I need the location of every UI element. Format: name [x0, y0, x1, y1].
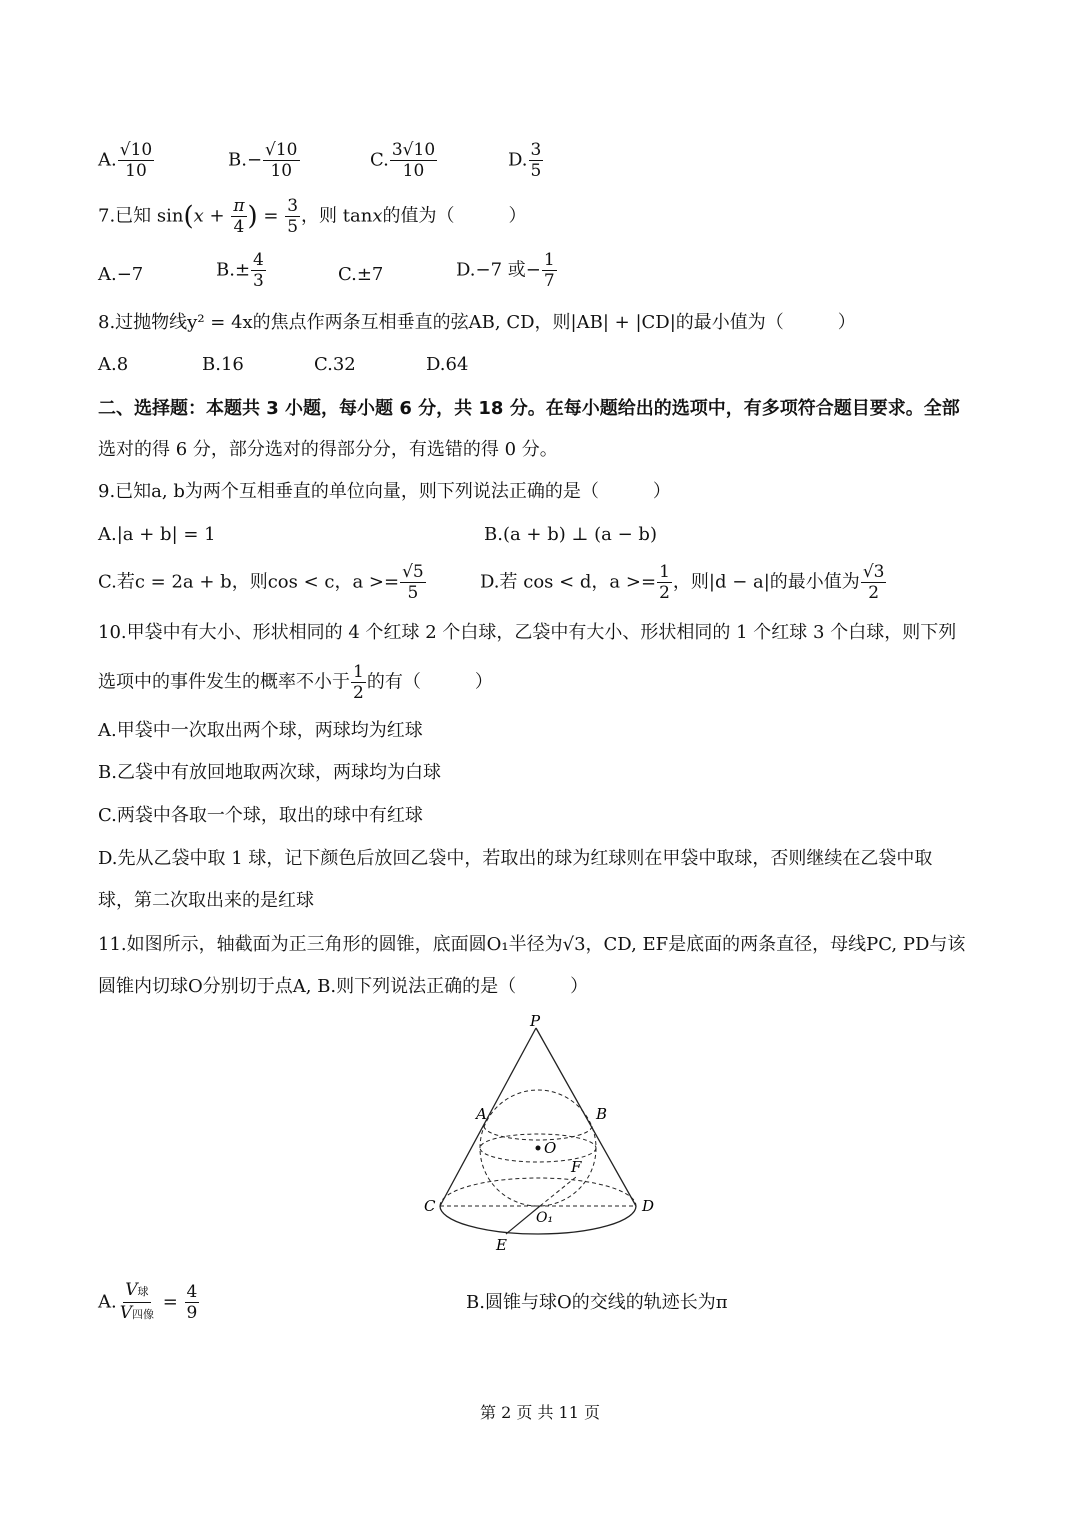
diameter-f-segment: [540, 1177, 576, 1206]
q8-stem: 8.过抛物线y² = 4x的焦点作两条互相垂直的弦AB, CD，则|AB| + |CD|的最小值为（ ）: [98, 312, 856, 333]
label-e: E: [496, 1236, 507, 1254]
text: x: [372, 205, 383, 227]
numerator: 3√10: [391, 140, 436, 160]
text: 的值为（ ）: [382, 205, 527, 227]
base-back-arc: [440, 1178, 636, 1206]
numerator: 1: [659, 562, 670, 582]
q8-option-c: C.32: [314, 354, 356, 375]
q7-option-d: [456, 250, 558, 291]
fraction: [351, 662, 366, 703]
text: ，则 tan: [301, 205, 373, 227]
numerator: 3: [287, 196, 299, 216]
denominator: 7: [543, 271, 555, 291]
q7-option-c: C.±7: [338, 264, 384, 285]
label-f: F: [571, 1158, 582, 1176]
q9-option-a: A.|a + b| = 1: [98, 524, 216, 545]
label-a: A: [476, 1105, 487, 1123]
fraction: [251, 250, 266, 291]
numerator: 3: [530, 140, 542, 160]
cone-side-pc: [440, 1028, 536, 1206]
text: C.若c = 2a + b，则cos < c，a >=: [98, 571, 400, 593]
text: =: [157, 1291, 184, 1313]
q7-option-b: [216, 250, 267, 291]
option-prefix: A.: [98, 1291, 117, 1313]
text: 选项中的事件发生的概率不小于: [98, 671, 350, 693]
fraction: [285, 196, 300, 237]
option-prefix: D.: [508, 149, 528, 171]
q10-option-d-line1: D.先从乙袋中取 1 球，记下颜色后放回乙袋中，若取出的球为红球则在甲袋中取球，否则继续在乙袋中取: [98, 848, 933, 869]
q6-option-b: [228, 140, 301, 181]
numerator: [123, 1280, 150, 1303]
option-prefix: A.: [98, 149, 117, 171]
q10-option-d-line2: 球，第二次取出来的是红球: [98, 890, 314, 911]
q10-stem-line1: 10.甲袋中有大小、形状相同的 4 个红球 2 个白球，乙袋中有大小、形状相同的 1 个红球 3 个白球，则下列: [98, 622, 957, 643]
q7-stem: [98, 196, 526, 237]
fraction: [400, 562, 426, 603]
numerator: 4: [253, 250, 264, 270]
cone-sphere-figure: [418, 1012, 668, 1262]
denominator: [118, 1303, 156, 1325]
fraction: [231, 196, 246, 237]
paren-open: (: [183, 201, 194, 232]
option-prefix: B.−: [228, 149, 263, 171]
option-prefix: C.: [370, 149, 389, 171]
denominator: 10: [270, 161, 293, 181]
q10-option-a: A.甲袋中一次取出两个球，两球均为红球: [98, 720, 423, 741]
label-b: B: [596, 1105, 608, 1123]
fraction: [185, 1282, 200, 1323]
q8-option-a: A.8: [98, 354, 129, 375]
q8-option-d: D.64: [426, 354, 469, 375]
section-heading: 二、选择题：本题共 3 小题，每小题 6 分，共 18 分。在每小题给出的选项中，有多项符合题目要求。全部: [98, 398, 960, 419]
fraction: [657, 562, 672, 603]
denominator: 5: [407, 583, 419, 603]
denominator: 2: [659, 583, 670, 603]
denominator: 5: [530, 161, 542, 181]
numerator: π: [233, 196, 245, 216]
option-prefix: D.−7 或−: [456, 259, 541, 281]
denominator: 9: [186, 1303, 198, 1323]
fraction: [263, 140, 299, 181]
label-c: C: [424, 1197, 436, 1215]
denominator: 2: [868, 583, 880, 603]
fraction: [390, 140, 437, 181]
label-o: O: [544, 1139, 557, 1157]
fraction: [529, 140, 544, 181]
tangent-circle: [484, 1126, 592, 1140]
diameter-e-segment: [506, 1206, 540, 1234]
page-footer: 第 2 页 共 11 页: [480, 1403, 600, 1422]
text: =: [257, 205, 285, 227]
numerator: √3: [862, 562, 885, 582]
subscript: 四像: [132, 1308, 155, 1321]
q9-stem: 9.已知a, b为两个互相垂直的单位向量，则下列说法正确的是（ ）: [98, 481, 671, 502]
fraction: [542, 250, 557, 291]
text: 7.已知 sin: [98, 205, 184, 227]
q10-option-b: B.乙袋中有放回地取两次球，两球均为白球: [98, 762, 441, 783]
denominator: 3: [253, 271, 264, 291]
q6-option-d: [508, 140, 544, 181]
q9-option-b: B.(a + b) ⊥ (a − b): [484, 524, 657, 545]
label-p: P: [530, 1012, 541, 1030]
text: D.若 cos < d，a >=: [480, 571, 657, 593]
q7-option-a: A.−7: [98, 264, 144, 285]
center-o-point: [536, 1146, 541, 1151]
q11-option-b: B.圆锥与球O的交线的轨迹长为π: [466, 1292, 728, 1313]
subscript: 球: [137, 1285, 149, 1298]
numerator: √5: [402, 562, 424, 582]
text: ，则|d − a|的最小值为: [672, 571, 860, 593]
section-instructions: 选对的得 6 分，部分选对的得部分分，有选错的得 0 分。: [98, 439, 558, 460]
volume-v: V: [125, 1280, 138, 1300]
q10-option-c: C.两袋中各取一个球，取出的球中有红球: [98, 805, 423, 826]
denominator: 5: [287, 217, 299, 237]
numerator: 4: [186, 1282, 198, 1302]
text: x +: [193, 205, 231, 227]
q9-option-c: [98, 562, 427, 603]
numerator: √10: [265, 140, 298, 160]
fraction: [118, 1280, 156, 1325]
denominator: 10: [125, 161, 147, 181]
q11-stem-line1: 11.如图所示，轴截面为正三角形的圆锥，底面圆O₁半径为√3，CD, EF是底面的两条直径，母线PC, PD与该: [98, 934, 966, 955]
numerator: 1: [543, 250, 555, 270]
q9-option-d: [480, 562, 887, 603]
q11-option-a: [98, 1280, 200, 1325]
volume-v: V: [119, 1303, 133, 1323]
numerator: 1: [353, 662, 364, 682]
denominator: 2: [353, 683, 364, 703]
cone-side-pd: [536, 1028, 636, 1206]
label-o1: O₁: [536, 1210, 554, 1226]
option-prefix: B.±: [216, 259, 251, 281]
fraction: [861, 562, 887, 603]
denominator: 4: [233, 217, 245, 237]
q6-option-c: [370, 140, 438, 181]
fraction: [118, 140, 154, 181]
paren-close: ): [247, 201, 258, 232]
q10-stem-line2: [98, 662, 493, 703]
label-d: D: [642, 1197, 655, 1215]
q8-option-b: B.16: [202, 354, 244, 375]
text: 的有（ ）: [366, 671, 493, 693]
numerator: √10: [119, 140, 153, 160]
q11-stem-line2: 圆锥内切球O分别切于点A, B.则下列说法正确的是（ ）: [98, 976, 589, 997]
denominator: 10: [402, 161, 425, 181]
q6-option-a: [98, 140, 155, 181]
